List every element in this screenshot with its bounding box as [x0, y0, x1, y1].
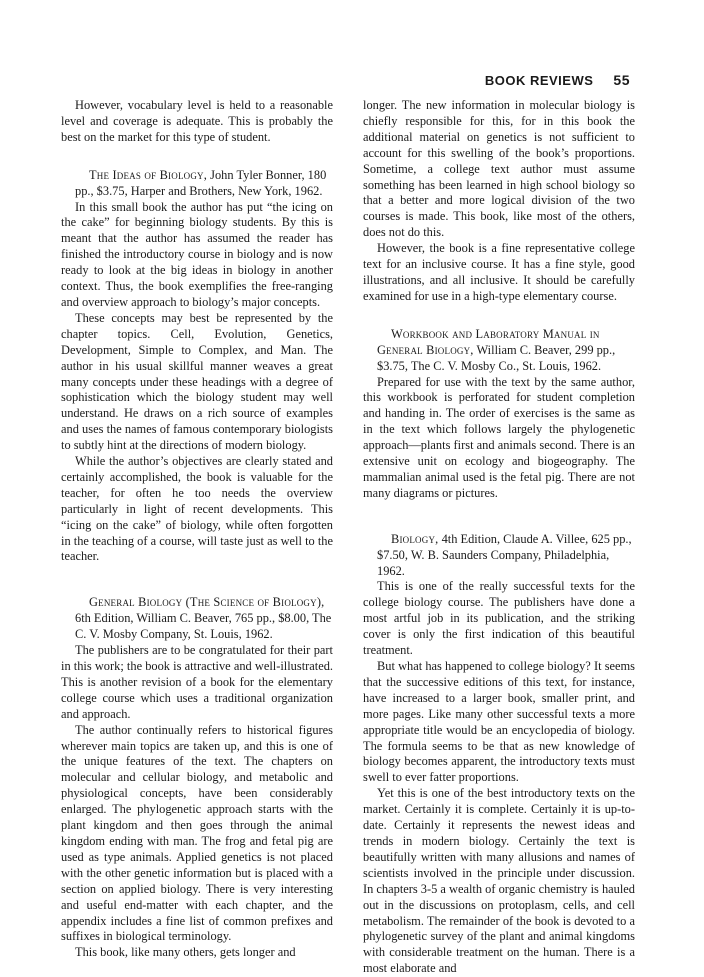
book-citation: 4th Edition, Claude A. Villee, 625 pp., $7.50, W. B. Saunders Company, Philadelphia, 1962. [377, 531, 632, 578]
review-paragraph: While the author’s objectives are clearly stated and certainly accomplished, the book is valuable for the teacher, for often he too needs the overview particularly in light of recent developments. This “icing on the cake” of biology, while often forgotten in the teaching of a course, will taste just as well to the teacher. [61, 454, 333, 564]
review-heading-ideas-of-biology [61, 168, 333, 200]
book-citation: John Tyler Bonner, 180 pp., $3.75, Harper and Brothers, New York, 1962. [75, 167, 327, 198]
continued-paragraph: However, vocabulary level is held to a reasonable level and coverage is adequate. This is probably the best on the market for this type of student. [61, 98, 333, 144]
review-paragraph: The publishers are to be congratulated for their part in this work; the book is attractive and well-illustrated. This is another revision of a book for the elementary college course which uses a traditional organization and approach. [61, 643, 333, 721]
review-paragraph: Prepared for use with the text by the same author, this workbook is perforated for student completion and handing in. The order of exercises is the same as in the text which follows largely the phylogenetic approach—plants first and animals second. There is an extensive unit on ecology and biogeography. The mammalian animal used is the fetal pig. There are not many diagrams or pictures. [363, 374, 635, 500]
book-title: General Biology (The Science of Biology), [89, 595, 325, 610]
review-heading-workbook [363, 327, 635, 375]
review-paragraph: However, the book is a fine representative college text for an inclusive course. It has a fine style, good illustrations, and all inclusive. It should be carefully examined for use in a high-type elementary course. [363, 241, 635, 303]
review-paragraph: This book, like many others, gets longer and [75, 945, 296, 960]
review-paragraph: But what has happened to college biology? It seems that the successive editions of this text, for instance, have increased to a larger book, smaller print, and more pages. Like many other successful texts a more appropriate title would be an encyclopedia of biology. The formula seems to be that as new knowledge of biology becomes apparent, the introductory texts must swell to ever fatter proportions. [363, 659, 635, 785]
book-citation: William C. Beaver, 299 pp., $3.75, The C. V. Mosby Co., St. Louis, 1962. [377, 342, 616, 373]
page-number: 55 [613, 72, 630, 88]
right-column [363, 98, 635, 977]
review-heading-general-biology [61, 595, 333, 643]
review-paragraph: In this small book the author has put “the icing on the cake” for beginning biology students. By this is meant that the author has assumed the reader has finished the introductory course in biology and is now ready to look at the big ideas in biology in another context. Thus, the book exemplifies the free-ranging and overview approach to biology’s major concepts. [61, 199, 333, 309]
book-title: The Ideas of Biology, [89, 167, 208, 182]
book-title: Biology, [391, 531, 439, 546]
left-column [61, 98, 333, 961]
book-title: Workbook and Laboratory Manual in General Biology, [377, 326, 600, 357]
section-title: BOOK REVIEWS [484, 73, 594, 88]
review-paragraph: These concepts may best be represented by the chapter topics. Cell, Evolution, Genetics, Development, Simple to Complex, and Man. The author in his usual skillful manner weaves a great many concepts under these headings with a degree of sophistication which the biology student may well understand. He draws on a rich source of examples and uses the names of famous contemporary biologists to subtly hint at the directions of modern biology. [61, 310, 333, 453]
continued-paragraph: longer. The new information in molecular biology is chiefly responsible for this, for in this book the additional material on genetics is not sufficient to account for this swelling of the book’s proportions. Sometime, a college text author must assume something has been learned in high school biology so that a better and more logical division of the two courses is made. This book, like most of the others, does not do this. [363, 98, 635, 240]
running-header [485, 72, 630, 88]
review-paragraph: This is one of the really successful texts for the college biology course. The publishers have done a most artful job in its publication, and the striking cover is only the first indication of this beautiful treatment. [363, 579, 635, 658]
book-citation: 6th Edition, William C. Beaver, 765 pp., $8.00, The C. V. Mosby Company, St. Louis, 1962. [75, 611, 332, 642]
review-paragraph: The author continually refers to historical figures wherever main topics are taken up, and this is one of the unique features of the text. The chapters on molecular and cellular biology, and metabolic and physiological concepts, have been considerably enlarged. The phylogenetic approach starts with the plant kingdom and then goes through the animal kingdom ending with man. The frog and fetal pig are used as type animals. Applied genetics is not placed with the other genetic information but is placed with a section on applied biology. There is very interesting and useful end-matter with each chapter, and the appendix includes a fine list of common prefixes and suffixes in biological terminology. [61, 722, 333, 944]
review-paragraph: Yet this is one of the best introductory texts on the market. Certainly it is complete. Certainly it is up-to-date. Certainly it represents the newest ideas and trends in modern biology. Certainly the text is beautifully written with many allusions and names of scientists involved in the principle under discussion. In chapters 3-5 a wealth of organic chemistry is hauled out in the discussions on protoplasm, cells, and cell metabolism. The remainder of the book is devoted to a phylogenetic survey of the plant and animal kingdoms with considerable treatment on the human. There is a most elaborate and [363, 786, 635, 976]
review-heading-biology-villee [363, 532, 635, 580]
